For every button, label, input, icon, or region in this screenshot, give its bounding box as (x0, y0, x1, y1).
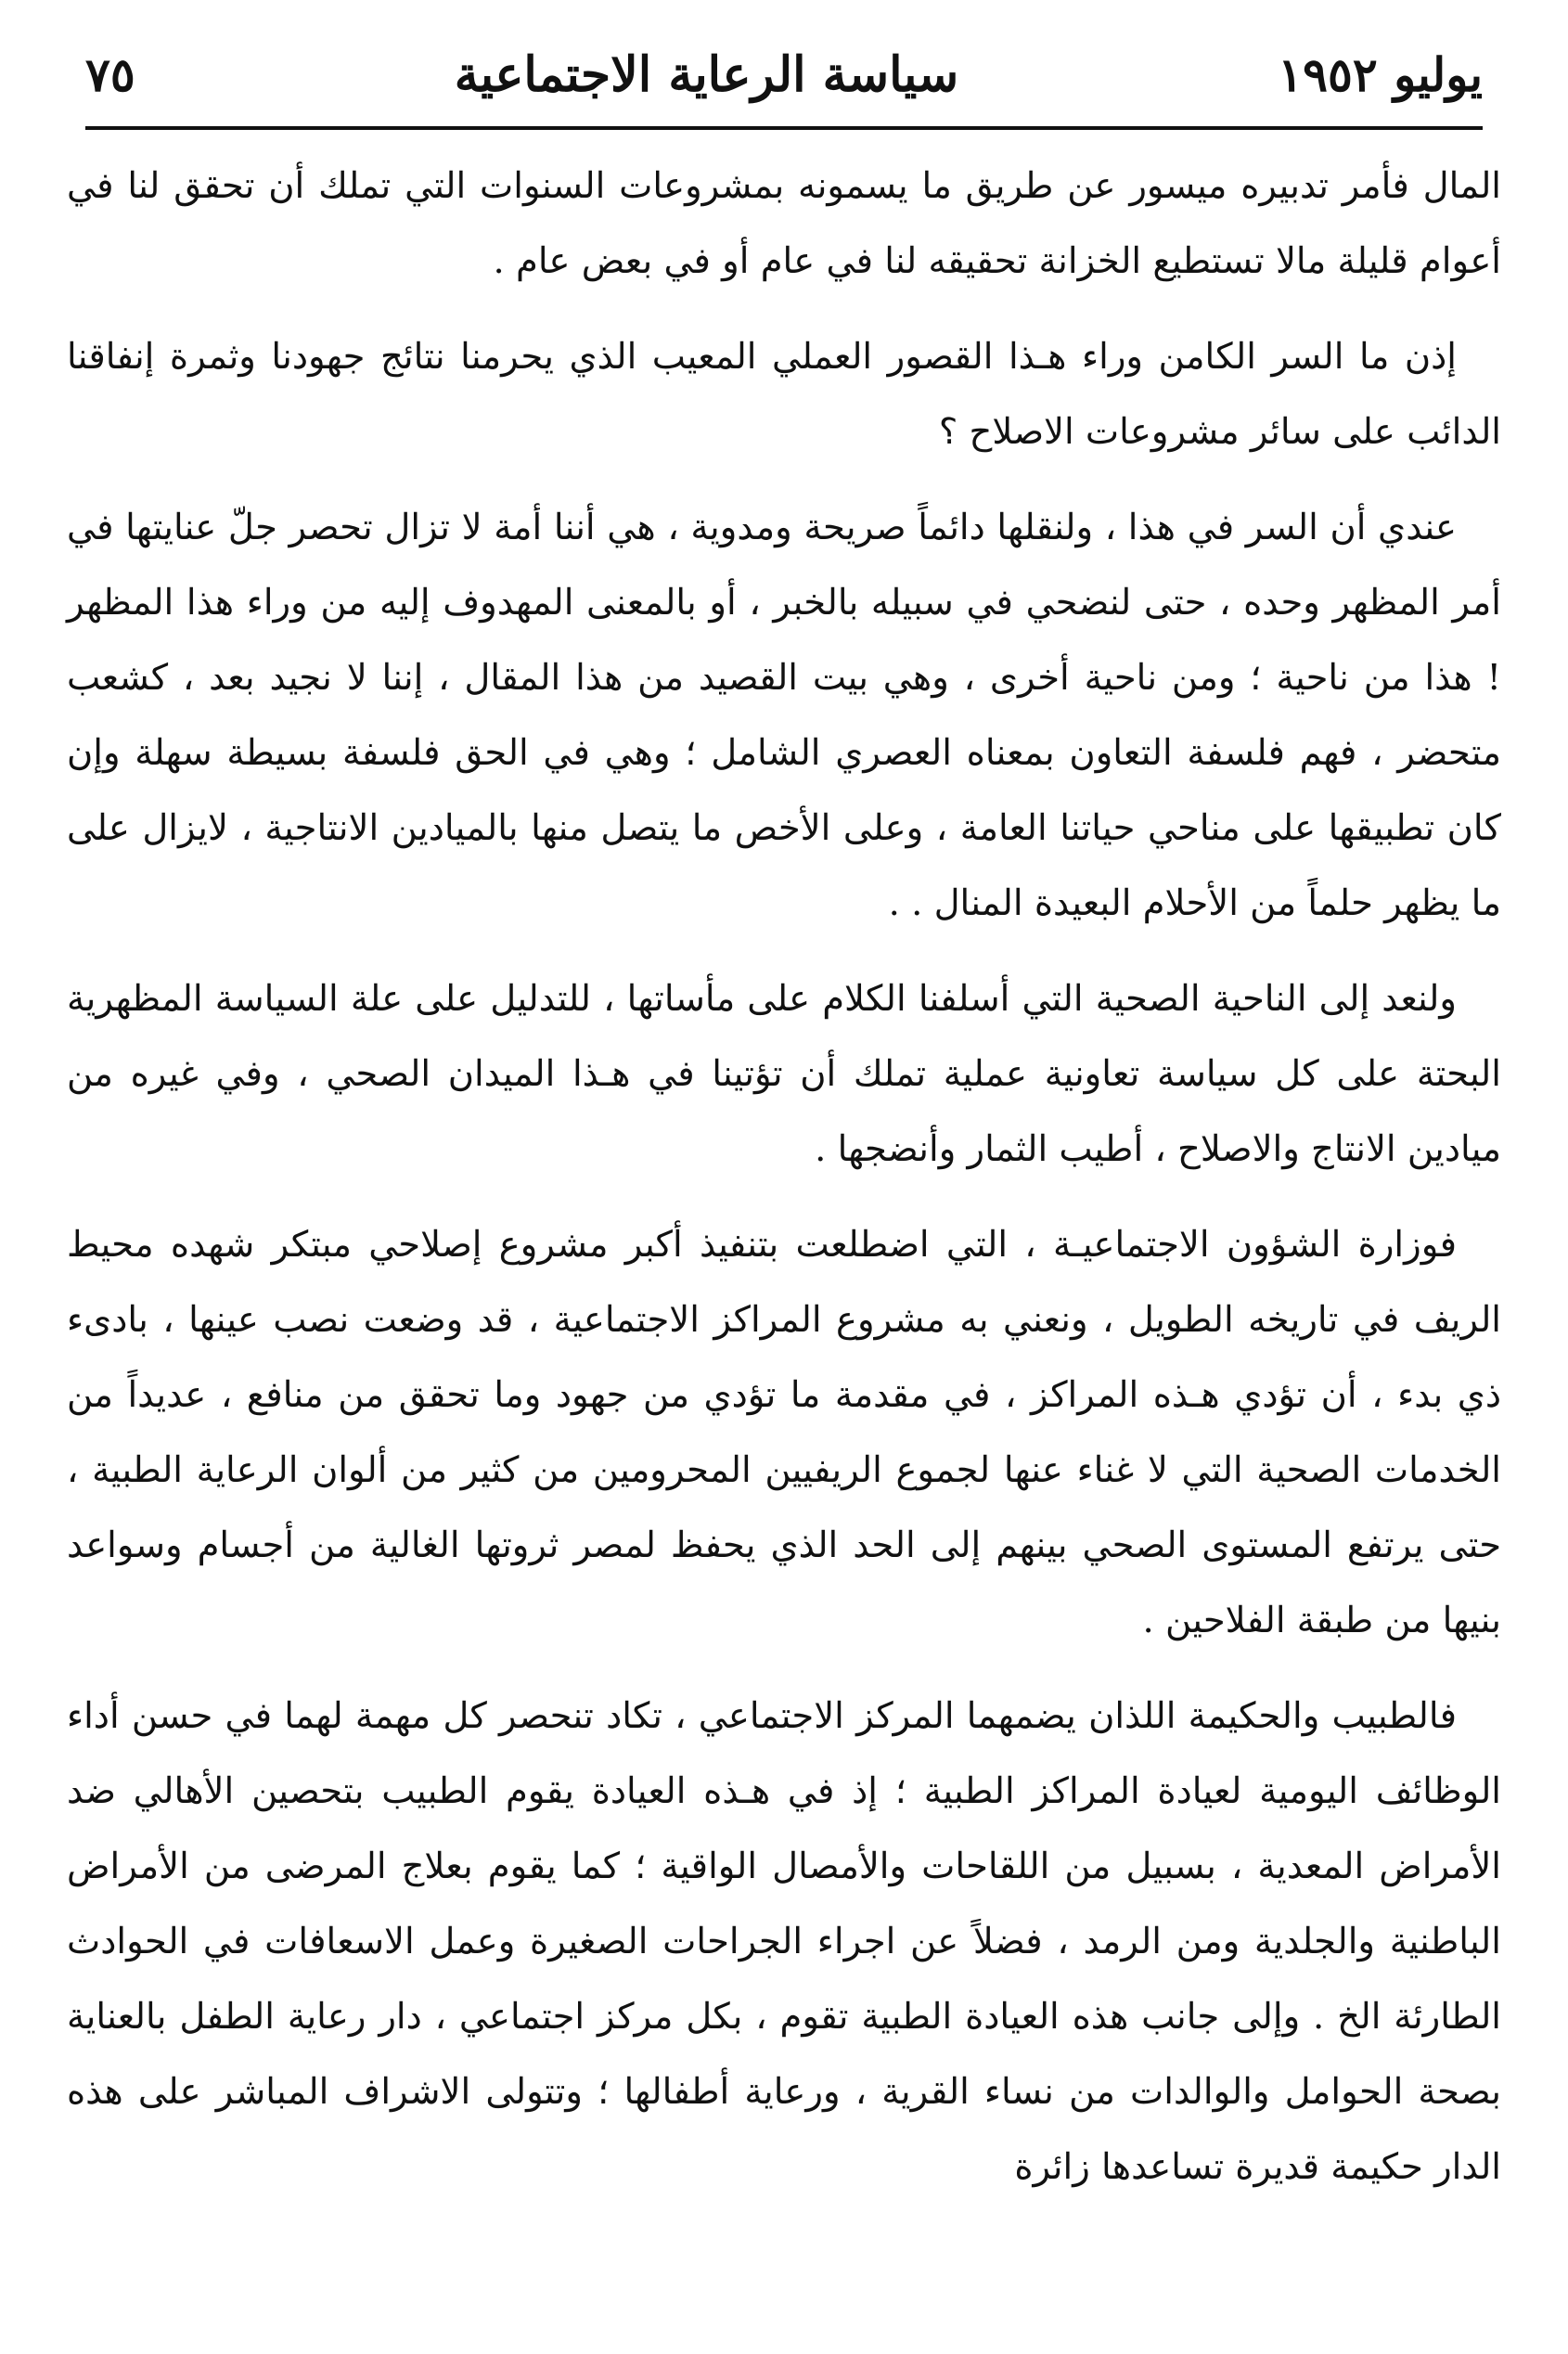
paragraph: فوزارة الشؤون الاجتماعيـة ، التي اضطلعت بتنفيذ أكبر مشروع إصلاحي مبتكر شهده محيط الريف في تاريخه الطويل ، ونعني به مشروع المراكز الاجتماعية ، قد وضعت نصب عينها ، بادىء ذي بدء ، أن تؤدي هـذه المراكز ، في مقدمة ما تؤدي من جهود وما تحقق من منافع ، عديداً من الخدمات الصحية التي لا غناء عنها لجموع الريفيين المحرومين من كثير من ألوان الرعاية الطبية ، حتى يرتفع المستوى الصحي بينهم إلى الحد الذي يحفظ لمصر ثروتها الغالية من أجسام وسواعد بنيها من طبقة الفلاحين . (67, 1224, 1501, 1641)
article-body (67, 148, 1501, 2205)
document-page (67, 37, 1501, 2320)
paragraph: فالطبيب والحكيمة اللذان يضمهما المركز الاجتماعي ، تكاد تنحصر كل مهمة لهما في حسن أداء الوظائف اليومية لعيادة المراكز الطبية ؛ إذ في هـذه العيادة يقوم الطبيب بتحصين الأهالي ضد الأمراض المعدية ، بسبيل من اللقاحات والأمصال الواقية ؛ كما يقوم بعلاج المرضى من الأمراض الباطنية والجلدية ومن الرمد ، فضلاً عن اجراء الجراحات الصغيرة وعمل الاسعافات في الحوادث الطارئة الخ . وإلى جانب هذه العيادة الطبية تقوم ، بكل مركز اجتماعي ، دار رعاية الطفل بالعناية بصحة الحوامل والوالدات من نساء القرية ، ورعاية أطفالها ؛ وتتولى الاشراف المباشر على هذه الدار حكيمة قديرة تساعدها زائرة (67, 1695, 1501, 2188)
paragraph: إذن ما السر الكامن وراء هـذا القصور العملي المعيب الذي يحرمنا نتائج جهودنا وثمرة إنفاقنا الدائب على سائر مشروعات الاصلاح ؟ (67, 336, 1501, 453)
issue-date: يوليو ١٩٥٢ (1278, 46, 1483, 102)
page-number: ٧٥ (85, 46, 135, 102)
page-header (67, 37, 1501, 111)
paragraph: عندي أن السر في هذا ، ولنقلها دائماً صريحة ومدوية ، هي أننا أمة لا تزال تحصر جلّ عنايتها في أمر المظهر وحده ، حتى لنضحي في سبيله بالخبر ، أو بالمعنى المهدوف إليه من وراء هذا المظهر ! هذا من ناحية ؛ ومن ناحية أخرى ، وهي بيت القصيد من هذا المقال ، إننا لا نجيد بعد ، كشعب متحضر ، فهم فلسفة التعاون بمعناه العصري الشامل ؛ وهي في الحق فلسفة بسيطة سهلة وإن كان تطبيقها على مناحي حياتنا العامة ، وعلى الأخص ما يتصل منها بالميادين الانتاجية ، لايزال على ما يظهر حلماً من الأحلام البعيدة المنال . . (67, 507, 1501, 924)
paragraph: ولنعد إلى الناحية الصحية التي أسلفنا الكلام على مأساتها ، للتدليل على علة السياسة المظهرية البحتة على كل سياسة تعاونية عملية تملك أن تؤتينا في هـذا الميدان الصحي ، وفي غيره من ميادين الانتاج والاصلاح ، أطيب الثمار وأنضجها . (67, 978, 1501, 1170)
paragraph: المال فأمر تدبيره ميسور عن طريق ما يسمونه بمشروعات السنوات التي تملك أن تحقق لنا في أعوام قليلة مالا تستطيع الخزانة تحقيقه لنا في عام أو في بعض عام . (67, 165, 1501, 282)
running-title: سياسة الرعاية الاجتماعية (454, 45, 959, 103)
header-divider (85, 126, 1483, 130)
